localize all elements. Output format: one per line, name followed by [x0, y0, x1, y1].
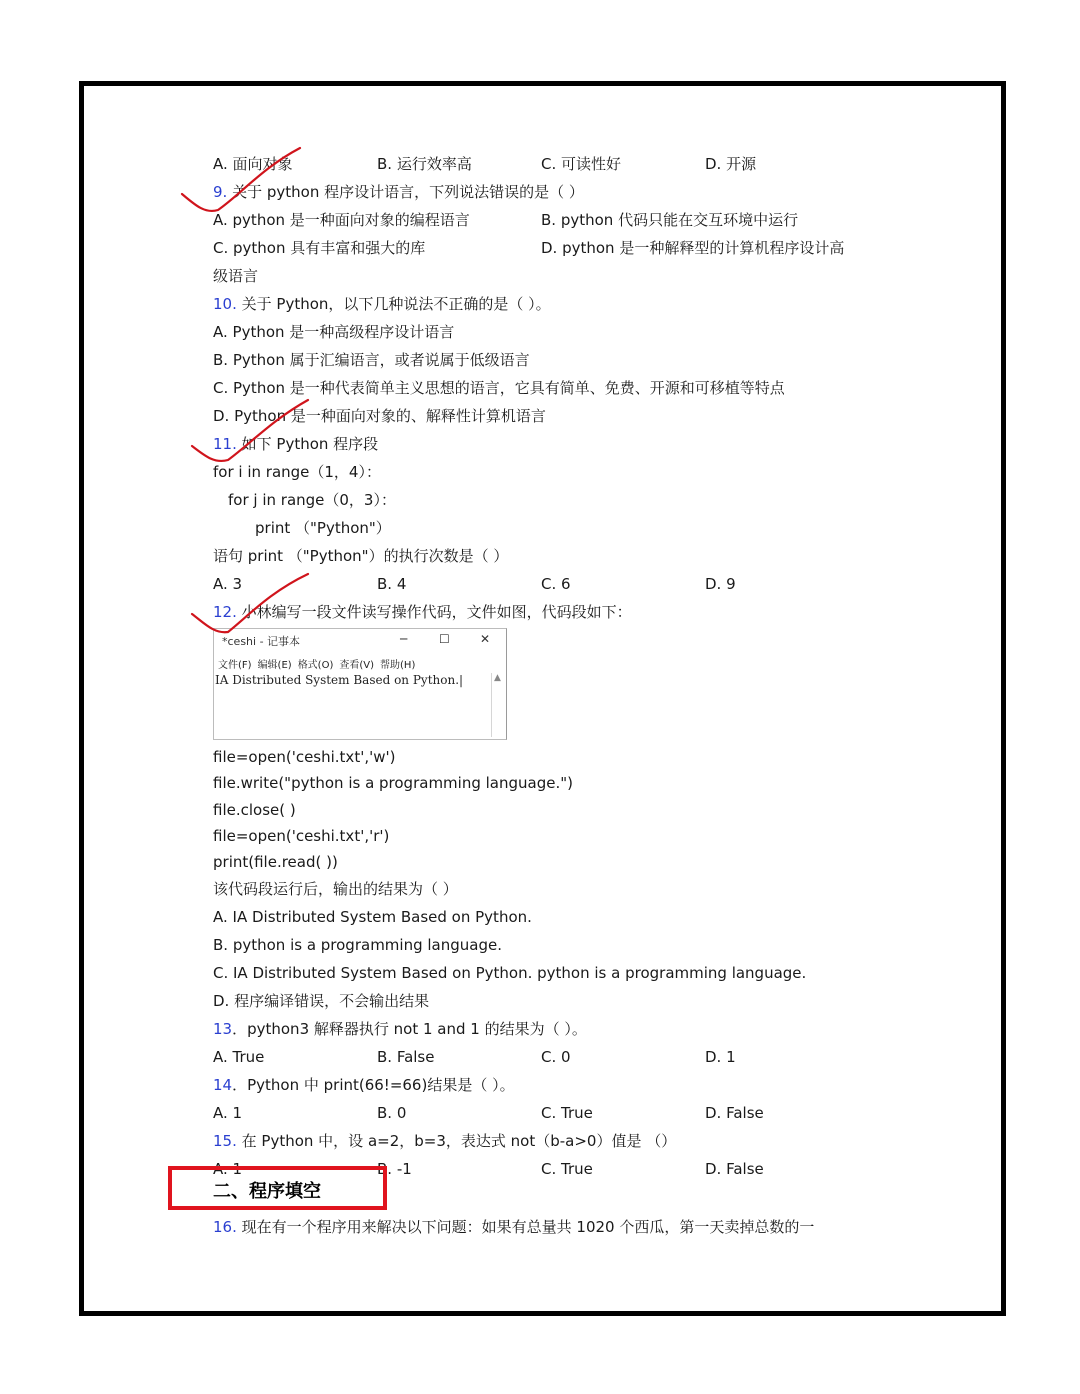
- q13-number: 13: [213, 1020, 233, 1038]
- notepad-menu-format: 格式(O): [297, 660, 334, 671]
- q12-option-a: A. IA Distributed System Based on Python.: [213, 908, 532, 926]
- section-heading: 二、程序填空: [213, 1181, 321, 1202]
- q11-option-b: B. 4: [377, 575, 407, 593]
- q15-option-c: C. True: [541, 1160, 593, 1178]
- scroll-up-icon: ▲: [494, 673, 501, 683]
- notepad-menu-help: 帮助(H): [380, 660, 416, 671]
- q9-number: 9.: [213, 183, 228, 201]
- q11-option-c: C. 6: [541, 575, 571, 593]
- q14-stem: ．Python 中 print(66!=66)结果是（ ）。: [232, 1076, 515, 1094]
- q12-number: 12.: [213, 603, 237, 621]
- q13-stem: ．python3 解释器执行 not 1 and 1 的结果为（ ）。: [232, 1020, 587, 1038]
- q15-option-d: D. False: [705, 1160, 764, 1178]
- q16-stem: 现在有一个程序用来解决以下问题：如果有总量共 1020 个西瓜，第一天卖掉总数的一: [241, 1218, 815, 1236]
- maximize-icon: ☐: [439, 632, 450, 646]
- q9-stem: 关于 python 程序设计语言，下列说法错误的是（ ）: [232, 183, 584, 201]
- q8-option-d: D. 开源: [705, 155, 757, 173]
- q14-option-d: D. False: [705, 1104, 764, 1122]
- q14-option-b: B. 0: [377, 1104, 407, 1122]
- q9-option-b: B. python 代码只能在交互环境中运行: [541, 211, 799, 229]
- q12-code-line-5: print(file.read( )): [213, 853, 338, 871]
- q12-code-line-2: file.write("python is a programming language."): [213, 774, 573, 792]
- q14-option-c: C. True: [541, 1104, 593, 1122]
- q11-code-line-1: for i in range（1，4）：: [213, 463, 381, 481]
- check-mark-q11: [192, 400, 308, 461]
- q8-option-c: C. 可读性好: [541, 155, 622, 173]
- q15-number: 15.: [213, 1132, 237, 1150]
- q10-stem: 关于 Python，以下几种说法不正确的是（ ）。: [241, 295, 551, 313]
- q12-stem: 小林编写一段文件读写操作代码，文件如图，代码段如下：: [241, 603, 632, 621]
- q9-option-a: A. python 是一种面向对象的编程语言: [213, 211, 470, 229]
- q15-stem: 在 Python 中，设 a=2，b=3，表达式 not（b-a>0）值是 （）: [241, 1132, 677, 1150]
- q12-option-c: C. IA Distributed System Based on Python. python is a programming language.: [213, 964, 807, 982]
- q8-option-b: B. 运行效率高: [377, 155, 472, 173]
- q10-number: 10.: [213, 295, 237, 313]
- notepad-content: IA Distributed System Based on Python.|: [215, 673, 464, 687]
- q11-code-line-2: for j in range（0，3）：: [228, 491, 396, 509]
- q13-option-a: A. True: [213, 1048, 265, 1066]
- q12-ask: 该代码段运行后，输出的结果为（ ）: [213, 880, 458, 898]
- notepad-menu-view: 查看(V): [339, 660, 375, 671]
- q10-option-d: D. Python 是一种面向对象的、解释性计算机语言: [213, 407, 546, 425]
- q11-option-a: A. 3: [213, 575, 243, 593]
- q14-number: 14: [213, 1076, 233, 1094]
- q12-option-b: B. python is a programming language.: [213, 936, 502, 954]
- q9-option-d: D. python 是一种解释型的计算机程序设计高: [541, 239, 845, 257]
- q12-code-line-3: file.close( ): [213, 801, 296, 819]
- q13-option-d: D. 1: [705, 1048, 736, 1066]
- minimize-icon: ─: [400, 632, 408, 646]
- check-mark-q12: [192, 574, 308, 632]
- q11-code-line-3: print （"Python"）: [255, 519, 391, 537]
- q11-option-d: D. 9: [705, 575, 736, 593]
- q10-option-c: C. Python 是一种代表简单主义思想的语言，它具有简单、免费、开源和可移植等特点: [213, 379, 785, 397]
- check-mark-q9: [182, 148, 300, 211]
- q14-option-a: A. 1: [213, 1104, 243, 1122]
- q11-number: 11.: [213, 435, 237, 453]
- notepad-menu-edit: 编辑(E): [257, 660, 292, 671]
- q15-option-a: A. 1: [213, 1160, 243, 1178]
- close-icon: ✕: [480, 632, 491, 646]
- q10-option-b: B. Python 属于汇编语言，或者说属于低级语言: [213, 351, 530, 369]
- q11-stem: 如下 Python 程序段: [241, 435, 379, 453]
- q9-option-d-cont: 级语言: [213, 267, 259, 285]
- q12-code-line-4: file=open('ceshi.txt','r'): [213, 827, 390, 845]
- notepad-menu-file: 文件(F): [218, 660, 252, 671]
- q13-option-b: B. False: [377, 1048, 435, 1066]
- q11-ask: 语句 print （"Python"）的执行次数是（ ）: [213, 547, 509, 565]
- q12-option-d: D. 程序编译错误，不会输出结果: [213, 992, 430, 1010]
- q16-number: 16.: [213, 1218, 237, 1236]
- q9-option-c: C. python 具有丰富和强大的库: [213, 239, 426, 257]
- notepad-title: *ceshi - 记事本: [222, 635, 301, 648]
- q12-code-line-1: file=open('ceshi.txt','w'): [213, 748, 396, 766]
- q15-option-b: B. -1: [377, 1160, 412, 1178]
- q10-option-a: A. Python 是一种高级程序设计语言: [213, 323, 455, 341]
- q13-option-c: C. 0: [541, 1048, 571, 1066]
- q8-option-a: A. 面向对象: [213, 155, 293, 173]
